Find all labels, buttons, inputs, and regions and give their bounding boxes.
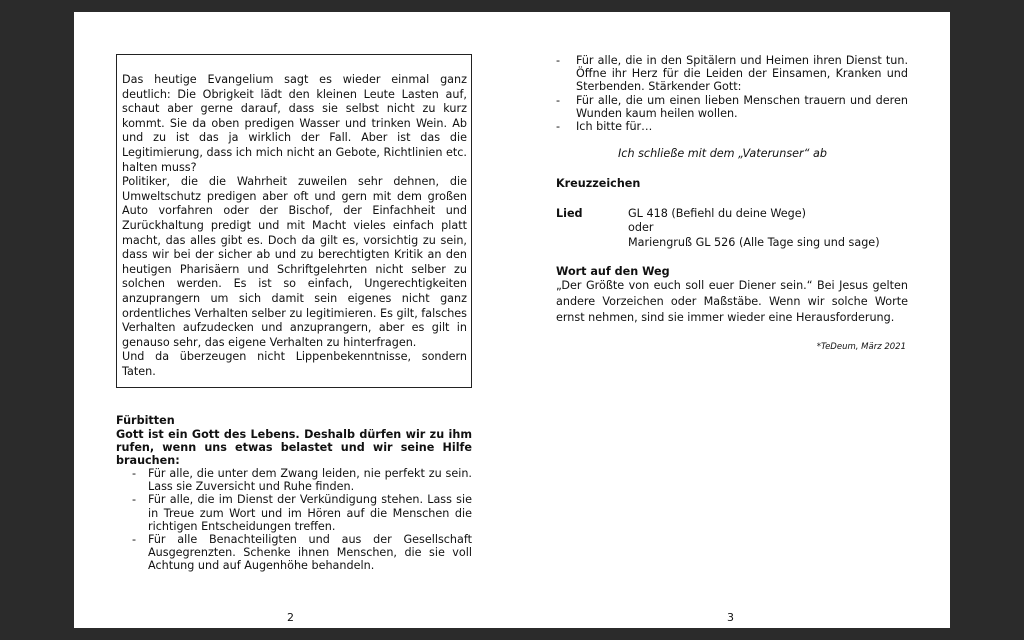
source-citation: *TeDeum, März 2021 — [816, 342, 906, 352]
fuerbitten-intro: Gott ist ein Gott des Lebens. Deshalb dürfen wir zu ihm rufen, wenn uns etwas belastet und wir seine Hilfe brauchen: — [116, 427, 472, 467]
list-item: - Für alle, die unter dem Zwang leiden, nie perfekt zu sein. Lass sie Zuversicht und Ruhe finden. — [132, 466, 472, 494]
dash-bullet: - — [556, 93, 561, 107]
list-item: - Für alle, die um einen lieben Menschen trauern und deren Wunden kaum heilen wollen. — [556, 93, 908, 120]
reflection-paragraph: Und da überzeugen nicht Lippenbekenntnisse, sondern Taten. — [122, 350, 467, 378]
document-page-spread — [74, 12, 950, 628]
right-page-content — [556, 54, 908, 352]
lied-label: Lied — [556, 206, 583, 220]
kreuzzeichen-heading: Kreuzzeichen — [556, 177, 641, 191]
wort-heading: Wort auf den Weg — [556, 264, 670, 278]
dash-bullet: - — [556, 120, 561, 134]
wort-text: „Der Größte von euch soll euer Diener sein.“ Bei Jesus gelten andere Vorzeichen oder Maßstäbe. Wenn wir solche Worte ernst nehmen, sind sie immer wieder eine Herausforderung. — [556, 279, 908, 324]
left-page-content — [116, 54, 472, 573]
lied-line: GL 418 (Befiehl du deine Wege) — [628, 206, 806, 220]
lied-section — [556, 207, 908, 251]
lied-line: Mariengruß GL 526 (Alle Tage sing und sage) — [628, 235, 880, 249]
reflection-box — [116, 54, 472, 388]
lied-line: oder — [628, 221, 654, 235]
fuerbitten-list — [116, 467, 472, 573]
page-number-left: 2 — [287, 611, 294, 624]
dash-bullet: - — [132, 493, 137, 507]
fuerbitten-heading: Fürbitten — [116, 414, 175, 428]
dash-bullet: - — [132, 466, 137, 480]
fuerbitten-list-continued — [556, 54, 908, 133]
page-number-right: 3 — [727, 611, 734, 624]
dash-bullet: - — [132, 532, 137, 546]
reflection-paragraph: Politiker, die die Wahrheit zuweilen sehr dehnen, die Umweltschutz predigen aber oft und gern mit dem großen Auto vorfahren oder der Bischof, der Einfachheit und Zurückhaltung predigt und mit Macht vieles einfach platt macht, das alles gibt es. Doch da gilt es, vorsichtig zu sein, dass wir bei der sicher ab und zu berechtigten Kritik an den heutigen Pharisäern und Schriftgelehrten nicht selber zu solchen werden. Es ist so einfach, Ungerechtigkeiten anzuprangern um sich damit sein eigenes nicht ganz ordentliches Verhalten selber zu legitimieren. Es gilt, falsches Verhalten aufzudecken und anzuprangern, aber es gilt in genauso sehr, das eigene Verhalten zu hinterfragen. — [122, 175, 467, 349]
reflection-paragraph: Das heutige Evangelium sagt es wieder einmal ganz deutlich: Die Obrigkeit lädt den kleinen Leute Lasten auf, schaut aber gerne darauf, dass sie selbst nicht zu kurz kommt. Sie da oben predigen Wasser und trinken Wein. Ab und zu ist das ja wirklich der Fall. Aber ist das die Legitimierung, dass ich mich nicht an Gebote, Richtlinien etc. halten muss? — [122, 73, 467, 174]
dash-bullet: - — [556, 54, 561, 67]
list-item: - Für alle, die im Dienst der Verkündigung stehen. Lass sie in Treue zum Wort und im Hören auf die Menschen die richtigen Entscheidungen treffen. — [132, 493, 472, 533]
closing-line: Ich schließe mit dem „Vaterunser“ ab — [618, 147, 827, 161]
list-item: - Ich bitte für… — [556, 120, 653, 134]
list-item: - Für alle, die in den Spitälern und Heimen ihren Dienst tun. Öffne ihr Herz für die Leiden der Einsamen, Kranken und Sterbenden. Stärkender Gott: — [556, 54, 908, 94]
list-item: - Für alle Benachteiligten und aus der Gesellschaft Ausgegrenzten. Schenke ihnen Menschen, die sie voll Achtung und auf Augenhöhe behandeln. — [132, 532, 472, 573]
